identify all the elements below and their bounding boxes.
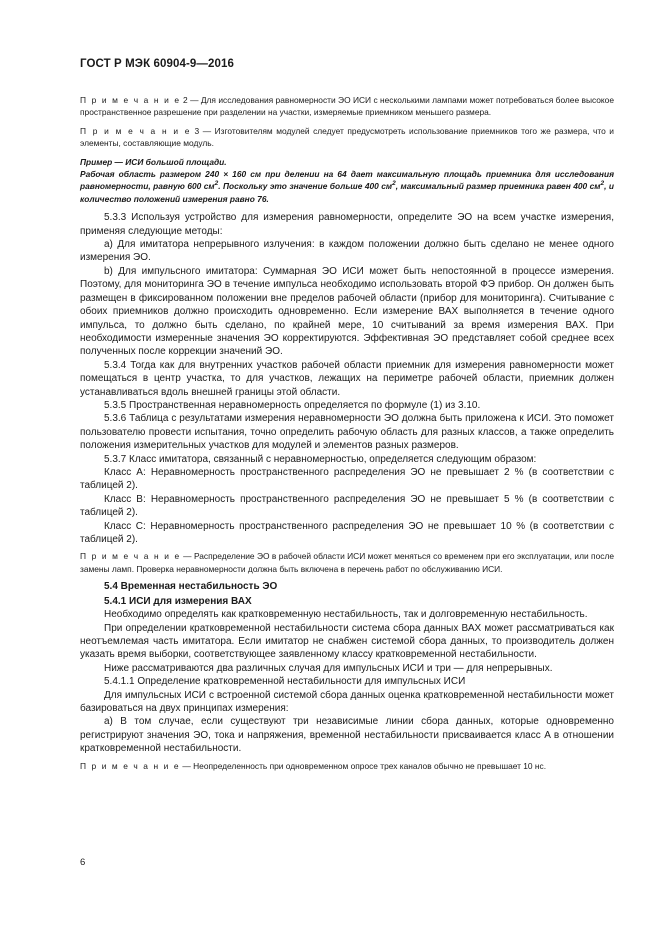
note-2: [80, 94, 614, 119]
note-label: П р и м е ч а н и е: [80, 551, 181, 562]
subsection-heading-5-4-1: 5.4.1 ИСИ для измерения ВАХ: [104, 596, 252, 608]
paragraph-5-3-3-a: a) Для имитатора непрерывного излучения: в каждом положении должно быть сделано не менее одного измерения ЭО.: [80, 239, 614, 264]
document-header: ГОСТ Р МЭК 60904-9—2016: [80, 58, 234, 70]
note-text: — Распределение ЭО в рабочей области ИСИ может меняться со временем при его эксплуатации, или после замены ламп. Проверка неравномерности должна быть включена в перечень работ по обслуживанию ИСИ.: [80, 551, 614, 574]
example-text: Рабочая область размером 240 × 160 см при делении на 64 дает максимальную площадь приемника для исследования равномерности, равную 600 $см^2$. Поскольку это значение больше 400 $см^2$, максимальный размер приемника равен 400 $см^2$, и количество положений измерения равно 76.: [80, 169, 614, 204]
note-5: [80, 760, 614, 772]
paragraph-5-4-1-c: Ниже рассматриваются два различных случая для импульсных ИСИ и три — для непрерывных.: [104, 662, 553, 674]
paragraph-5-4-1-1-a: Для импульсных ИСИ с встроенной системой сбора данных оценка кратковременной нестабильности может базироваться на двух принципах измерения:: [80, 689, 614, 715]
class-c: Класс C: Неравномерность пространственного распределения ЭО не превышает 10 % (в соответствии с таблицей 2).: [80, 520, 614, 545]
document-page: [80, 58, 614, 778]
note-label: П р и м е ч а н и е: [80, 95, 181, 105]
paragraph-5-3-3: 5.3.3 Используя устройство для измерения равномерности, определите ЭО на всем участке измерения, применяя следующие методы:: [80, 212, 614, 237]
paragraph-5-4-1-a: Необходимо определять как кратковременную нестабильность, так и долговременную нестабильность.: [104, 609, 588, 621]
page-number: 6: [80, 857, 86, 868]
note-label: П р и м е ч а н и е: [80, 125, 191, 136]
paragraph-5-3-4: 5.3.4 Тогда как для внутренних участков рабочей области приемник для измерения равномерности может помещаться в центр участка, то для участков, лежащих на периметре рабочей области, приемник должен устанавливаться вдоль внешней границы этой области.: [80, 359, 614, 398]
example-title: Пример — ИСИ большой площади.: [80, 156, 227, 167]
section-heading-5-4: 5.4 Временная нестабильность ЭО: [104, 581, 278, 593]
note-3: [80, 125, 614, 150]
note-text: 2 — Для исследования равномерности ЭО ИСИ с несколькими лампами может потребоваться более высокое пространственное разрешение при разделении на участки, измеряемые приемником меньшего размера.: [80, 95, 614, 118]
paragraph-5-4-1-b: При определении кратковременной нестабильности система сбора данных ВАХ может рассматриваться как неотъемлемая часть имитатора. Если имитатор не снабжен системой сбора данных, то производитель должен указать время выборки, соответствующее заявленному классу кратковременной нестабильности.: [80, 622, 614, 661]
class-b: Класс B: Неравномерность пространственного распределения ЭО не превышает 5 % (в соответствии с таблицей 2).: [80, 493, 614, 519]
paragraph-5-3-6: 5.3.6 Таблица с результатами измерения неравномерности ЭО должна быть приложена к ИСИ. Это поможет пользователю провести испытания, точно определить рабочую область для разных классов, а также определить положения измерительных участков для модулей и элементов разных размеров.: [80, 413, 614, 452]
paragraph-5-3-5: 5.3.5 Пространственная неравномерность определяется по формуле (1) из 3.10.: [104, 399, 481, 411]
note-text: 3 — Изготовителям модулей следует предусмотреть использование приемников того же размера, что и элементы, составляющие модуль.: [80, 125, 614, 149]
note-label: П р и м е ч а н и е: [80, 760, 181, 771]
note-4: [80, 550, 614, 575]
paragraph-5-3-3-b: b) Для импульсного имитатора: Суммарная ЭО ИСИ может быть непостоянной в процессе измерения. Поэтому, для мониторинга ЭО в течение импульса необходимо использовать второй ФЭ прибор. Он должен быть размещен в фиксированном положении вне пределов рабочей области (прибор для мониторинга). Считывание с обоих приемников должно происходить одновременно. Если измерение ВАХ выполняется в течение одного импульса, то должно быть сделано, по крайней мере, 10 считываний за время измерения ВАХ. При необходимости измеренные значения ЭО корректируются. Эффективная ЭО представляет собой среднее всех полученных после коррекции значений ЭО.: [80, 265, 614, 358]
paragraph-5-4-1-1-b: a) В том случае, если существуют три независимые линии сбора данных, которые одновременно регистрируют значения ЭО, тока и напряжения, временной нестабильности присваивается класс A в отношении кратковременной нестабильности.: [80, 716, 614, 755]
paragraph-5-4-1-1: 5.4.1.1 Определение кратковременной нестабильности для импульсных ИСИ: [104, 676, 466, 688]
class-a: Класс A: Неравномерность пространственного распределения ЭО не превышает 2 % (в соответствии с таблицей 2).: [80, 466, 614, 492]
paragraph-5-3-7: 5.3.7 Класс имитатора, связанный с неравномерностью, определяется следующим образом:: [104, 453, 537, 465]
note-text: — Неопределенность при одновременном опросе трех каналов обычно не превышает 10 нс.: [180, 760, 547, 771]
